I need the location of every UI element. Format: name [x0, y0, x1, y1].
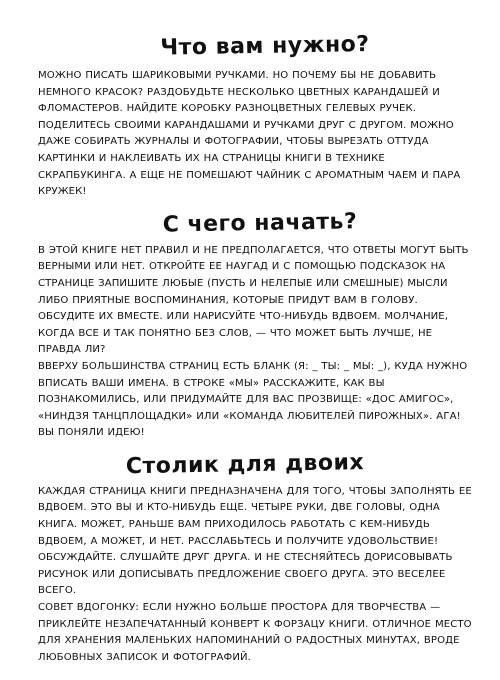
paragraph-materials: МОЖНО ПИСАТЬ ШАРИКОВЫМИ РУЧКАМИ. НО ПОЧЕМУ БЫ НЕ ДОБАВИТЬ НЕМНОГО КРАСОК? РАЗДОБУДЬТЕ НЕСКОЛЬКО ЦВЕТНЫХ КАРАНДАШЕЙ И ФЛОМАСТЕРОВ. НАЙДИТЕ КОРОБКУ РАЗНОЦВЕТНЫХ ГЕЛЕВЫХ РУЧЕК. ПОДЕЛИТЕСЬ СВОИМИ КАРАНДАШАМИ И РУЧКАМИ ДРУГ С ДРУГОМ. МОЖНО ДАЖЕ СОБИРАТЬ ЖУРНАЛЫ И ФОТОГРАФИИ, ЧТОБЫ ВЫРЕЗАТЬ ОТТУДА КАРТИНКИ И НАКЛЕИВАТЬ ИХ НА СТРАНИЦЫ КНИГИ В ТЕХНИКЕ СКРАПБУКИНГА. А ЕЩЕ НЕ ПОМЕШАЮТ ЧАЙНИК С АРОМАТНЫМ ЧАЕМ И ПАРА КРУЖЕК!	[38, 70, 461, 198]
section-heading-where-to-start: С чего начать?	[162, 208, 358, 238]
paragraph-names-blank: ВВЕРХУ БОЛЬШИНСТВА СТРАНИЦ ЕСТЬ БЛАНК (Я: _ ТЫ: _ МЫ: _), КУДА НУЖНО ВПИСАТЬ ВАШИ ИМЕНА. В СТРОКЕ «МЫ» РАССКАЖИТЕ, КАК ВЫ ПОЗНАКОМИЛИСЬ, ИЛИ ПРИДУМАЙТЕ ДЛЯ ВАС ПРОЗВИЩЕ: «ДОС АМИГОС», «НИНДЗЯ ТАНЦПЛОЩАДКИ» ИЛИ «КОМАНДА ЛЮБИТЕЛЕЙ ПИРОЖНЫХ». АГА! ВЫ ПОНЯЛИ ИДЕЮ!	[38, 360, 468, 439]
section-heading-table-for-two: Столик для двоих	[125, 449, 365, 480]
section-heading-what-you-need: Что вам нужно?	[160, 32, 370, 61]
paragraph-tip: СОВЕТ ВДОГОНКУ: ЕСЛИ НУЖНО БОЛЬШЕ ПРОСТОРА ДЛЯ ТВОРЧЕСТВА — ПРИКЛЕЙТЕ НЕЗАПЕЧАТАННЫЙ КОНВЕРТ К ФОРЗАЦУ КНИГИ. ОТЛИЧНОЕ МЕСТО ДЛЯ ХРАНЕНИЯ МАЛЕНЬКИХ НАПОМИНАНИЙ О РАДОСТНЫХ МИНУТАХ, ВРОДЕ ЛЮБОВНЫХ ЗАПИСОК И ФОТОГРАФИЙ.	[38, 602, 472, 663]
paragraph-together: КАЖДАЯ СТРАНИЦА КНИГИ ПРЕДНАЗНАЧЕНА ДЛЯ ТОГО, ЧТОБЫ ЗАПОЛНЯТЬ ЕЕ ВДВОЕМ. ЭТО ВЫ И КТО-НИБУДЬ ЕЩЕ. ЧЕТЫРЕ РУКИ, ДВЕ ГОЛОВЫ, ОДНА КНИГА. МОЖЕТ, РАНЬШЕ ВАМ ПРИХОДИЛОСЬ РАБОТАТЬ С КЕМ-НИБУДЬ ВДВОЕМ, А МОЖЕТ, И НЕТ. РАССЛАБЬТЕСЬ И ПОЛУЧИТЕ УДОВОЛЬСТВИЕ! ОБСУЖДАЙТЕ. СЛУШАЙТЕ ДРУГ ДРУГА. И НЕ СТЕСНЯЙТЕСЬ ДОРИСОВЫВАТЬ РИСУНОК ИЛИ ДОПИСЫВАТЬ ПРЕДЛОЖЕНИЕ СВОЕГО ДРУГА. ЭТО ВЕСЕЛЕЕ ВСЕГО.	[38, 485, 472, 597]
paragraph-no-rules: В ЭТОЙ КНИГЕ НЕТ ПРАВИЛ И НЕ ПРЕДПОЛАГАЕТСЯ, ЧТО ОТВЕТЫ МОГУТ БЫТЬ ВЕРНЫМИ ИЛИ НЕТ. ОТКРОЙТЕ ЕЕ НАУГАД И С ПОМОЩЬЮ ПОДСКАЗОК НА СТРАНИЦЕ ЗАПИШИТЕ ЛЮБЫЕ (ПУСТЬ И НЕЛЕПЫЕ ИЛИ СМЕШНЫЕ) МЫСЛИ ЛИБО ПРИЯТНЫЕ ВОСПОМИНАНИЯ, КОТОРЫЕ ПРИДУТ ВАМ В ГОЛОВУ. ОБСУДИТЕ ИХ ВМЕСТЕ. ИЛИ НАРИСУЙТЕ ЧТО-НИБУДЬ ВДВОЕМ. МОЛЧАНИЕ, КОГДА ВСЕ И ТАК ПОНЯТНО БЕЗ СЛОВ, — ЧТО МОЖЕТ БЫТЬ ЛУЧШЕ, НЕ ПРАВДА ЛИ?	[38, 244, 469, 356]
